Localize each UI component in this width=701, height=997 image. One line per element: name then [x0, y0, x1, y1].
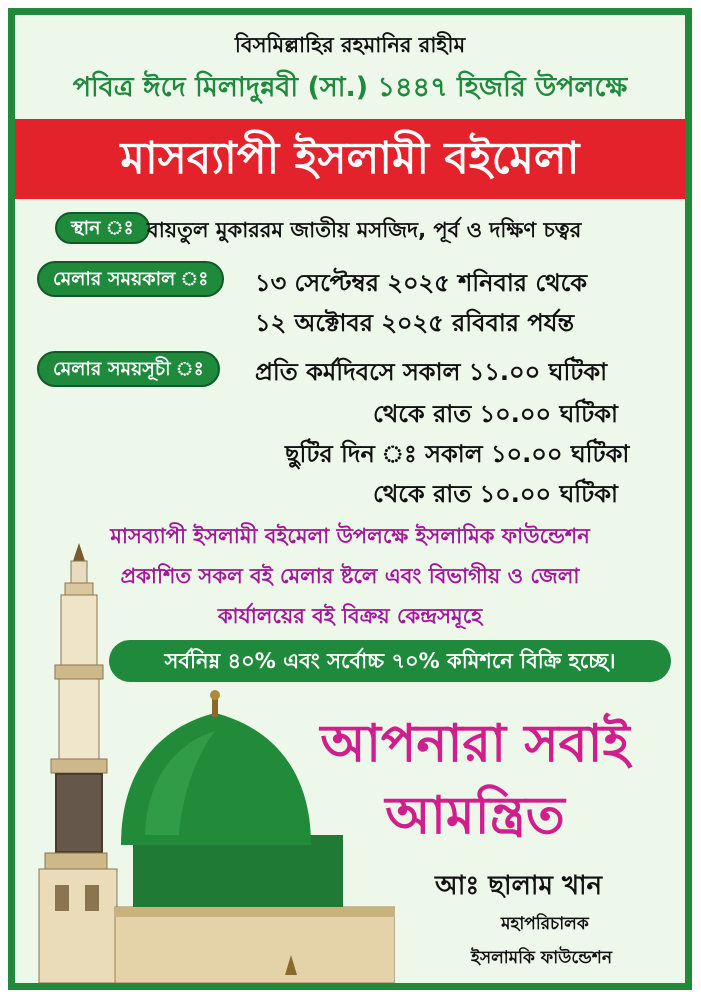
bismillah-text: বিসমিল্লাহির রহমানির রাহীম	[234, 33, 466, 57]
signatory-name: আঃ ছালাম খান	[435, 871, 603, 901]
schedule-line-3: ছুটির দিন ঃ সকাল ১০.০০ ঘটিকা	[285, 440, 630, 468]
venue-text: বায়তুল মুকাররম জাতীয় মসজিদ, পূর্ব ও দক্ষিণ চত্বর	[147, 218, 582, 242]
schedule-line-4: থেকে রাত ১০.০০ ঘটিকা	[373, 480, 618, 508]
duration-line-1: ১৩ সেপ্টেম্বর ২০২৫ শনিবার থেকে	[255, 269, 588, 297]
schedule-line-2: থেকে রাত ১০.০০ ঘটিকা	[373, 400, 618, 428]
schedule-label-badge: মেলার সময়সূচী ঃ	[37, 351, 220, 387]
minaret-shape	[39, 543, 117, 983]
discount-banner: সর্বনিম্ন ৪০% এবং সর্বোচ্চ ৭০% কমিশনে বিক্রি হচ্ছে।	[109, 640, 671, 682]
venue-label-badge: স্থান ঃ	[55, 212, 150, 244]
occasion-text: পবিত্র ঈদে মিলাদুন্নবী (সা.) ১৪৪৭ হিজরি উপলক্ষে	[72, 72, 628, 103]
duration-line-2: ১২ অক্টোবর ২০২৫ রবিবার পর্যন্ত	[255, 309, 575, 337]
duration-label-badge: মেলার সময়কাল ঃ	[37, 261, 224, 297]
title-banner: মাসব্যাপী ইসলামী বইমেলা	[15, 119, 685, 199]
building-base	[115, 907, 395, 983]
invitation-line-1: আপনারা সবাই	[320, 714, 630, 774]
poster-frame	[8, 8, 692, 990]
invitation-line-2: আমন্ত্রিত	[385, 786, 565, 846]
notice-line-3: কার্যালয়ের বই বিক্রয় কেন্দ্রসমূহে	[217, 604, 483, 628]
notice-line-2: প্রকাশিত সকল বই মেলার ষ্টলে এবং বিভাগীয় ও জেলা	[120, 564, 580, 588]
schedule-line-1: প্রতি কর্মদিবসে সকাল ১১.০০ ঘটিকা	[255, 358, 608, 386]
signatory-organization: ইসলামকি ফাউন্ডেশন	[471, 948, 612, 968]
notice-line-1: মাসব্যাপী ইসলামী বইমেলা উপলক্ষে ইসলামিক ফাউন্ডেশন	[110, 524, 590, 548]
signatory-title: মহাপরিচালক	[501, 914, 589, 934]
